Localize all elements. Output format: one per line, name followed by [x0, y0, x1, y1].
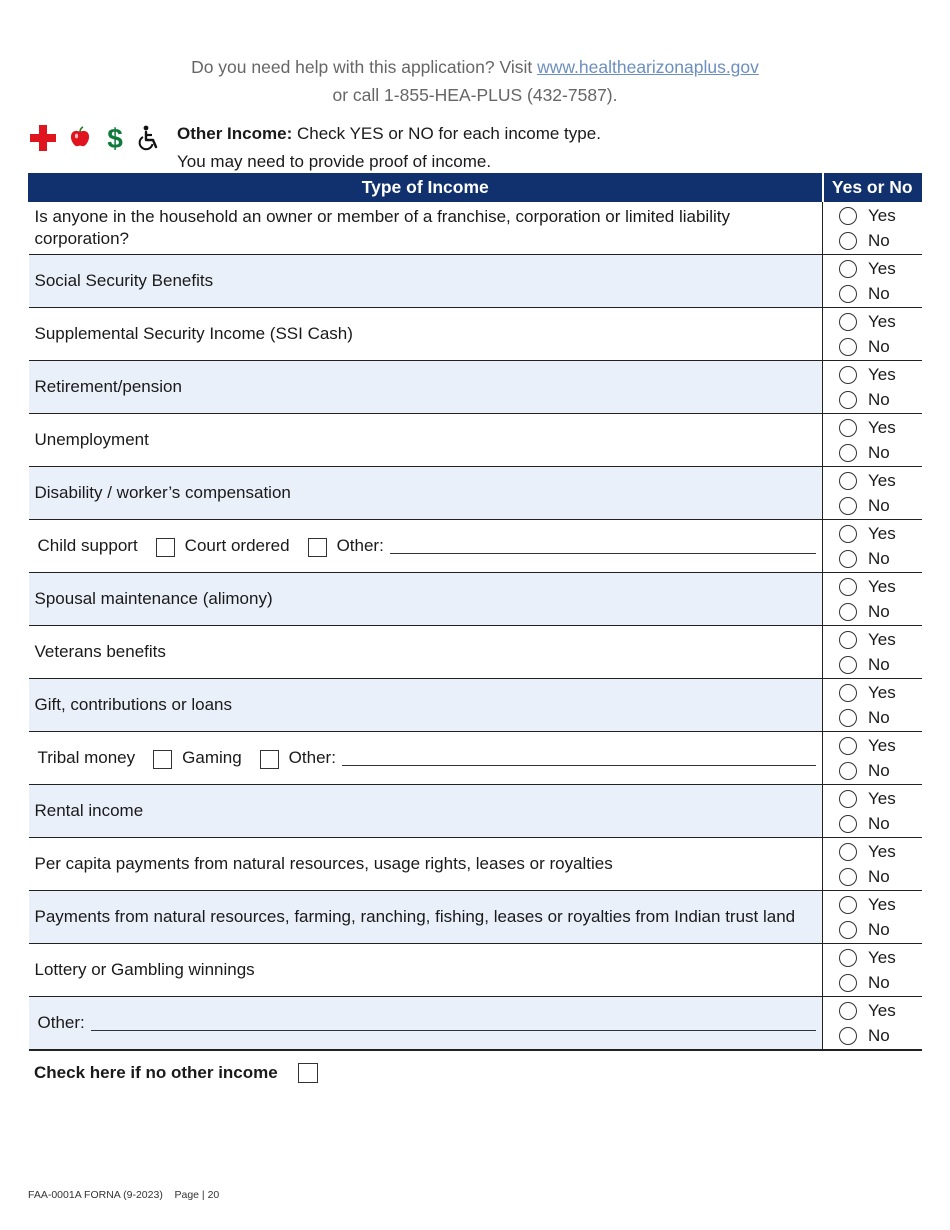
no-option [839, 917, 922, 942]
no-option [839, 811, 922, 836]
table-row [29, 944, 922, 997]
yes-label: Yes [868, 841, 896, 861]
footer: FAA-0001A FORNA (9-2023) Page | 20 [28, 1189, 220, 1201]
no-option [839, 599, 922, 624]
other-text-line[interactable] [91, 1014, 816, 1031]
yes-option [839, 203, 922, 228]
yes-label: Yes [868, 947, 896, 967]
table-row [29, 255, 922, 308]
yes-radio[interactable] [839, 472, 857, 490]
income-type-label: Spousal maintenance (alimony) [34, 589, 273, 608]
income-type-cell [29, 997, 823, 1051]
no-label: No [868, 1025, 890, 1045]
table-row [29, 891, 922, 944]
table-row [29, 785, 922, 838]
no-radio[interactable] [839, 868, 857, 886]
income-type-label: Tribal money [37, 748, 136, 767]
yes-label: Yes [868, 417, 896, 437]
other-text-line[interactable] [342, 749, 816, 766]
yes-radio[interactable] [839, 578, 857, 596]
table-header-row [29, 174, 922, 202]
no-radio[interactable] [839, 762, 857, 780]
no-other-income-label: Check here if no other income [34, 1063, 278, 1082]
yes-label: Yes [868, 576, 896, 596]
svg-text:$: $ [107, 124, 123, 152]
yes-option [839, 468, 922, 493]
yes-option [839, 415, 922, 440]
yes-option [839, 892, 922, 917]
yes-radio[interactable] [839, 843, 857, 861]
no-radio[interactable] [839, 709, 857, 727]
income-type-cell [29, 785, 823, 838]
yes-no-cell [823, 361, 922, 414]
yes-option [839, 309, 922, 334]
table-row [29, 202, 922, 255]
no-label: No [868, 336, 890, 356]
help-phone: or call 1-855-HEA-PLUS (432-7587). [332, 85, 618, 105]
yes-option [839, 521, 922, 546]
no-label: No [868, 601, 890, 621]
yes-no-cell [823, 520, 922, 573]
yes-option [839, 256, 922, 281]
no-radio[interactable] [839, 1027, 857, 1045]
option2-checkbox[interactable] [260, 750, 279, 769]
no-label: No [868, 495, 890, 515]
option2-checkbox[interactable] [308, 538, 327, 557]
yes-label: Yes [868, 894, 896, 914]
yes-option [839, 839, 922, 864]
income-type-options [35, 1012, 817, 1034]
yes-option [839, 998, 922, 1023]
income-type-cell [29, 255, 823, 308]
help-link[interactable]: www.healthearizonaplus.gov [537, 57, 759, 77]
table-row [29, 414, 922, 467]
no-label: No [868, 813, 890, 833]
yes-radio[interactable] [839, 419, 857, 437]
table-row [29, 520, 922, 573]
income-type-cell [29, 838, 823, 891]
income-type-label: Child support [37, 536, 138, 555]
income-type-label: Lottery or Gambling winnings [34, 960, 255, 979]
no-option [839, 546, 922, 571]
table-row [29, 361, 922, 414]
table-row [29, 838, 922, 891]
option1-checkbox[interactable] [153, 750, 172, 769]
income-type-cell [29, 891, 823, 944]
no-label: No [868, 230, 890, 250]
yes-label: Yes [868, 311, 896, 331]
yes-no-cell [823, 573, 922, 626]
no-label: No [868, 919, 890, 939]
no-radio[interactable] [839, 921, 857, 939]
yes-radio[interactable] [839, 896, 857, 914]
no-option [839, 705, 922, 730]
income-type-label: Disability / worker’s compensation [34, 483, 291, 502]
yes-no-cell [823, 626, 922, 679]
yes-radio[interactable] [839, 631, 857, 649]
yes-option [839, 574, 922, 599]
yes-label: Yes [868, 470, 896, 490]
income-table [28, 173, 922, 1051]
option1-label: Court ordered [184, 536, 290, 555]
intro-proof-note: You may need to provide proof of income. [177, 152, 492, 171]
yes-no-cell [823, 202, 922, 255]
no-option [839, 652, 922, 677]
yes-label: Yes [868, 205, 896, 225]
no-option [839, 334, 922, 359]
income-type-label: Other: [37, 1013, 85, 1032]
no-option [839, 970, 922, 995]
no-radio[interactable] [839, 815, 857, 833]
income-type-label: Social Security Benefits [34, 271, 214, 290]
no-label: No [868, 283, 890, 303]
yes-no-cell [823, 785, 922, 838]
no-radio[interactable] [839, 656, 857, 674]
yes-option [839, 786, 922, 811]
no-radio[interactable] [839, 285, 857, 303]
income-type-label: Rental income [34, 801, 144, 820]
yes-no-cell [823, 997, 922, 1051]
no-option [839, 864, 922, 889]
medical-cross-icon [30, 125, 56, 151]
yes-radio[interactable] [839, 684, 857, 702]
no-label: No [868, 548, 890, 568]
yes-no-cell [823, 838, 922, 891]
income-type-label: Retirement/pension [34, 377, 182, 396]
income-type-options [35, 747, 817, 769]
no-label: No [868, 866, 890, 886]
yes-label: Yes [868, 1000, 896, 1020]
table-row [29, 997, 922, 1051]
yes-no-cell [823, 891, 922, 944]
yes-no-cell [823, 944, 922, 997]
income-type-cell [29, 573, 823, 626]
yes-radio[interactable] [839, 790, 857, 808]
income-type-cell [29, 944, 823, 997]
income-type-label: Is anyone in the household an owner or member of a franchise, corporation or limited liability corporation? [34, 207, 730, 248]
no-radio[interactable] [839, 444, 857, 462]
no-radio[interactable] [839, 338, 857, 356]
yes-option [839, 627, 922, 652]
help-text [0, 53, 950, 109]
no-other-income [34, 1063, 318, 1083]
income-type-label: Per capita payments from natural resources, usage rights, leases or royalties [34, 854, 613, 873]
income-type-options [35, 535, 817, 557]
no-label: No [868, 760, 890, 780]
income-type-label: Unemployment [34, 430, 149, 449]
yes-label: Yes [868, 364, 896, 384]
option1-checkbox[interactable] [156, 538, 175, 557]
yes-radio[interactable] [839, 1002, 857, 1020]
no-radio[interactable] [839, 603, 857, 621]
other-text-line[interactable] [390, 537, 816, 554]
no-label: No [868, 442, 890, 462]
income-type-cell [29, 414, 823, 467]
no-radio[interactable] [839, 974, 857, 992]
program-icons [30, 124, 162, 152]
income-type-cell [29, 202, 823, 255]
yes-label: Yes [868, 258, 896, 278]
no-label: No [868, 707, 890, 727]
table-row [29, 308, 922, 361]
yes-radio[interactable] [839, 366, 857, 384]
option1-label: Gaming [182, 748, 242, 767]
no-label: No [868, 972, 890, 992]
option2-label: Other: [288, 748, 336, 767]
income-type-cell [29, 361, 823, 414]
yes-no-cell [823, 732, 922, 785]
help-prefix: Do you need help with this application? Visit [191, 57, 533, 77]
yes-label: Yes [868, 682, 896, 702]
intro-text [177, 120, 601, 176]
yes-option [839, 680, 922, 705]
yes-radio[interactable] [839, 737, 857, 755]
wheelchair-icon [138, 125, 162, 151]
yes-radio[interactable] [839, 260, 857, 278]
table-row [29, 467, 922, 520]
yes-radio[interactable] [839, 525, 857, 543]
income-type-cell [29, 626, 823, 679]
yes-label: Yes [868, 629, 896, 649]
dollar-icon [104, 124, 126, 152]
option2-label: Other: [336, 536, 384, 555]
yes-no-cell [823, 308, 922, 361]
header-yes-or-no: Yes or No [823, 174, 922, 202]
no-radio[interactable] [839, 550, 857, 568]
no-radio[interactable] [839, 232, 857, 250]
income-type-label: Veterans benefits [34, 642, 166, 661]
yes-label: Yes [868, 788, 896, 808]
income-type-cell [29, 520, 823, 573]
no-option [839, 493, 922, 518]
income-type-cell [29, 679, 823, 732]
no-radio[interactable] [839, 497, 857, 515]
intro-title: Other Income: [177, 124, 293, 143]
table-row [29, 626, 922, 679]
yes-option [839, 733, 922, 758]
yes-option [839, 362, 922, 387]
apple-icon [68, 126, 92, 150]
yes-radio[interactable] [839, 949, 857, 967]
intro-instructions: Check YES or NO for each income type. [296, 124, 601, 143]
table-row [29, 679, 922, 732]
no-radio[interactable] [839, 391, 857, 409]
no-label: No [868, 389, 890, 409]
yes-option [839, 945, 922, 970]
header-type-of-income: Type of Income [29, 174, 823, 202]
no-other-income-checkbox[interactable] [298, 1063, 318, 1083]
income-type-cell [29, 308, 823, 361]
income-type-label: Payments from natural resources, farming, ranching, fishing, leases or royalties from Indian trust land [34, 907, 796, 926]
yes-radio[interactable] [839, 207, 857, 225]
yes-no-cell [823, 255, 922, 308]
no-option [839, 387, 922, 412]
income-type-cell [29, 467, 823, 520]
no-option [839, 228, 922, 253]
no-option [839, 758, 922, 783]
income-type-cell [29, 732, 823, 785]
table-row [29, 573, 922, 626]
yes-label: Yes [868, 735, 896, 755]
yes-radio[interactable] [839, 313, 857, 331]
yes-no-cell [823, 467, 922, 520]
yes-no-cell [823, 414, 922, 467]
income-type-label: Supplemental Security Income (SSI Cash) [34, 324, 353, 343]
yes-label: Yes [868, 523, 896, 543]
no-option [839, 281, 922, 306]
income-type-label: Gift, contributions or loans [34, 695, 232, 714]
no-option [839, 1023, 922, 1048]
yes-no-cell [823, 679, 922, 732]
no-label: No [868, 654, 890, 674]
table-row [29, 732, 922, 785]
no-option [839, 440, 922, 465]
